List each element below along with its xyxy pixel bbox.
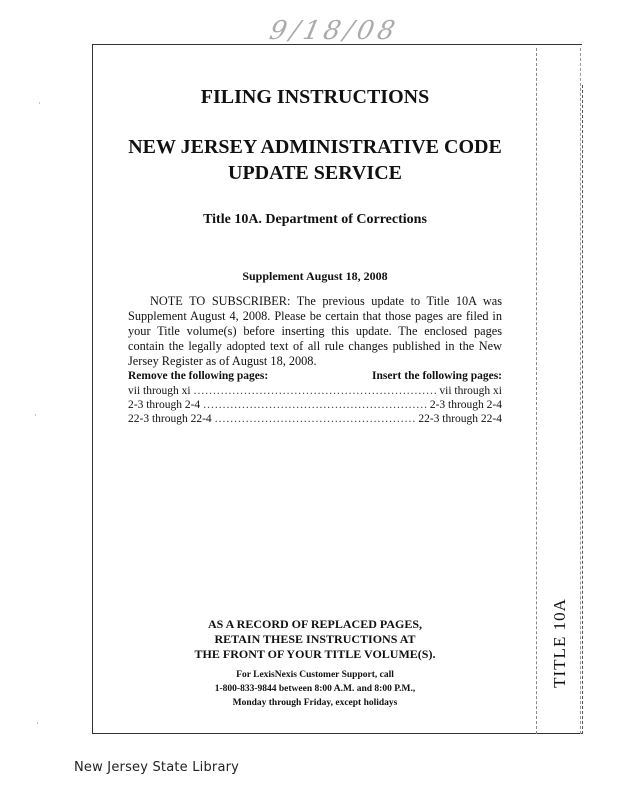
support-line: For LexisNexis Customer Support, call — [236, 670, 394, 680]
record-line: RETAIN THESE INSTRUCTIONS AT — [214, 632, 416, 646]
spine-divider — [536, 48, 537, 734]
remove-pages: 22-3 through 22-4 — [128, 413, 212, 425]
page-title: FILING INSTRUCTIONS — [200, 86, 430, 108]
record-line: AS A RECORD OF REPLACED PAGES, — [207, 617, 423, 631]
insert-pages: 22-3 through 22-4 — [418, 413, 502, 425]
table-row — [128, 398, 502, 412]
scan-mark: · — [38, 98, 41, 108]
scan-mark: · — [34, 410, 37, 420]
pages-table — [128, 384, 502, 426]
remove-pages: 2-3 through 2-4 — [128, 399, 201, 411]
leader-dots — [194, 384, 437, 398]
subscriber-note: NOTE TO SUBSCRIBER: The previous update to Title 10A was Supplement August 4, 2008. Please be certain that those pages are filed in your Title volume(s) before inserting this update. The enclosed pages contain the legally adopted text of all rule changes published in the New Jersey Register as of August 18, 2008. — [128, 294, 502, 368]
insert-header: Insert the following pages: — [371, 370, 502, 382]
customer-support — [150, 668, 480, 710]
spine-label-text: TITLE 10A — [550, 598, 569, 688]
support-line: 1-800-833-9844 between 8:00 A.M. and 8:00 P.M., — [214, 684, 416, 694]
title-subtitle: Title 10A. Department of Corrections — [203, 212, 427, 227]
insert-pages: 2-3 through 2-4 — [429, 399, 502, 411]
code-title-line2: UPDATE SERVICE — [228, 162, 402, 184]
leader-dots — [215, 412, 416, 426]
insert-pages: vii through xi — [439, 385, 502, 397]
table-row — [128, 412, 502, 426]
support-line: Monday through Friday, except holidays — [232, 698, 398, 708]
remove-header: Remove the following pages: — [128, 370, 269, 382]
scan-mark: · — [36, 718, 39, 728]
leader-dots — [203, 398, 427, 412]
table-row — [128, 384, 502, 398]
supplement-date: Supplement August 18, 2008 — [242, 269, 388, 283]
record-instructions — [150, 617, 480, 662]
remove-pages: vii through xi — [128, 385, 191, 397]
handwritten-date: 9/18/08 — [266, 16, 402, 46]
code-title-line1: NEW JERSEY ADMINISTRATIVE CODE — [128, 136, 502, 158]
pages-header — [128, 370, 502, 382]
library-stamp: New Jersey State Library — [74, 760, 240, 775]
spine-edge — [580, 48, 581, 734]
record-line: THE FRONT OF YOUR TITLE VOLUME(S). — [194, 647, 436, 661]
spine-label — [540, 598, 580, 688]
